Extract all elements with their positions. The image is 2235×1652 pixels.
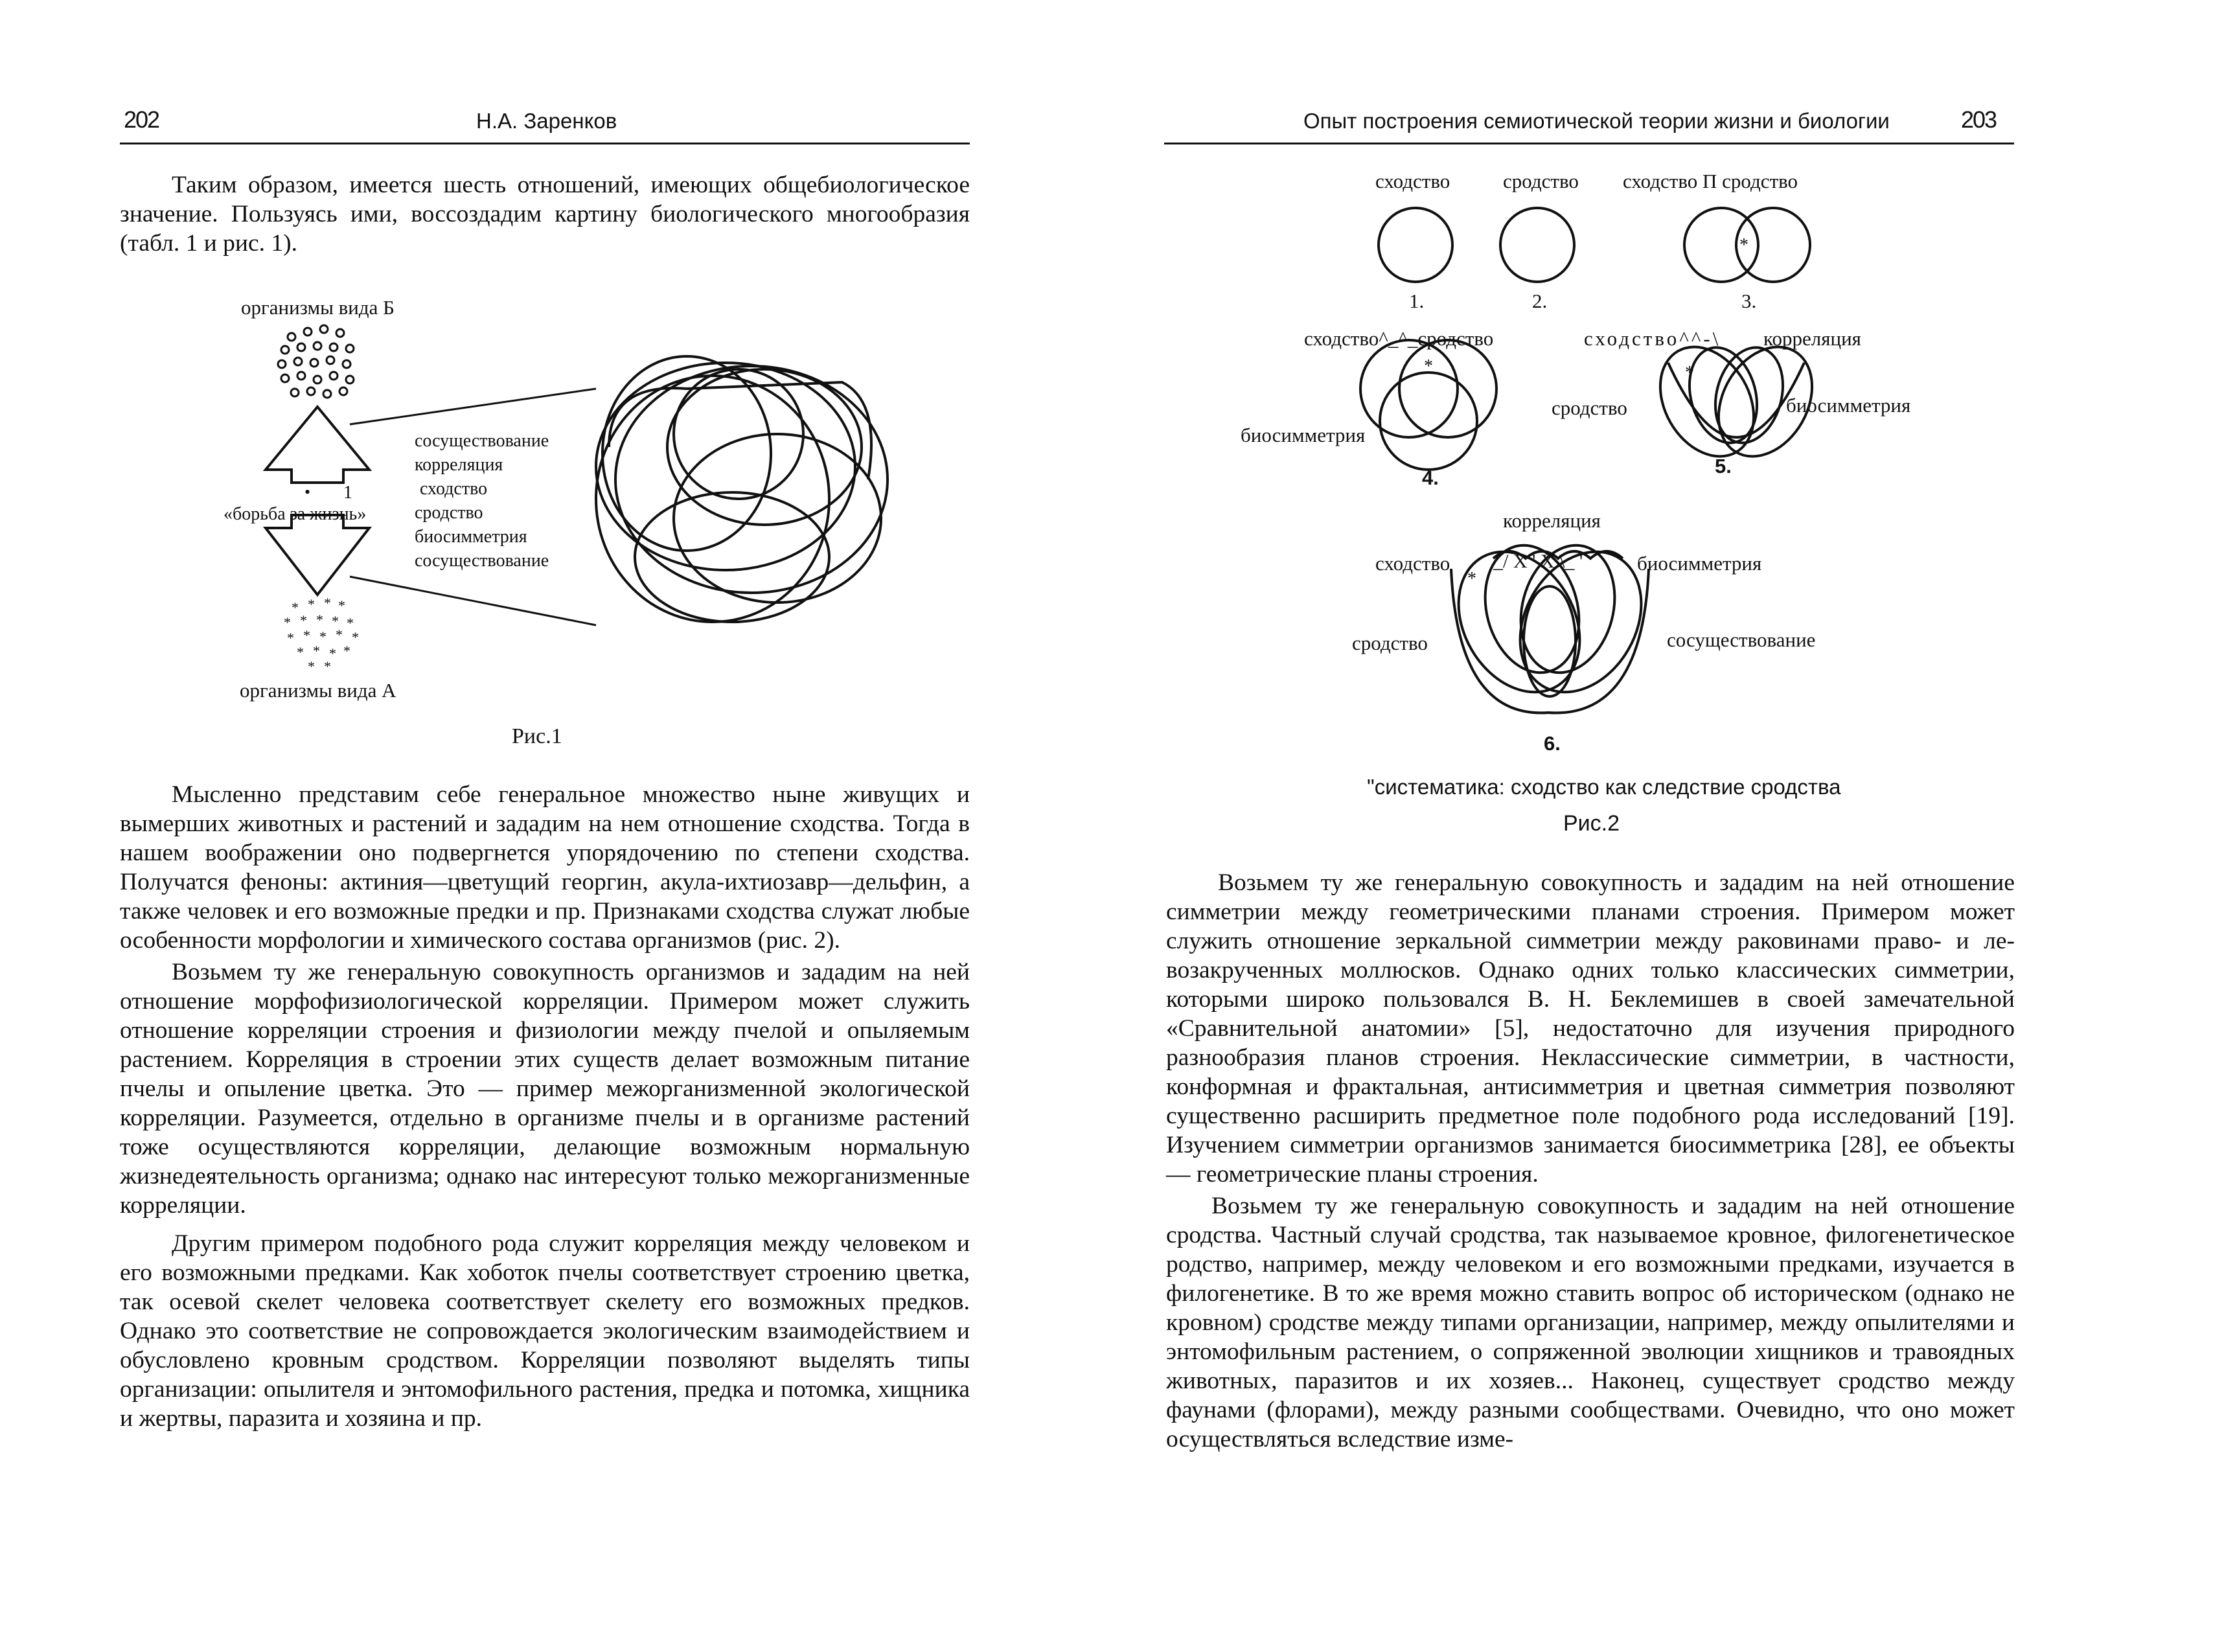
venn-4-top-label: сходство^_^_сродство [1304,327,1494,350]
page-number-right: 203 [1961,106,1997,133]
svg-text:*: * [324,658,331,674]
svg-text:*: * [332,613,339,629]
svg-text:*: * [308,658,315,674]
row1-label-1: сходство [1375,170,1450,192]
svg-text:*: * [287,630,294,646]
figure-2-subcaption: "систематика: сходство как следствие сродства [1367,775,1841,799]
relation-item: сродство [415,503,483,523]
running-title-right: Опыт построения семиотической теории жизни и биологии [1303,109,1890,133]
intro-text [120,170,970,258]
svg-text:*: * [292,599,299,615]
venn-3-star: * [1739,235,1748,255]
paragraph: Другим примером подобного рода служит корреляция между человеком и его возможными предками. Как хоботок пчелы соответствует строению цветка, так осевой скелет человека соответствует скелету его возможных предков. Однако это соответствие не сопровождается экологическим взаимодействием и обусловлено кровным сродством. Корреляции позволяют выделять типы организации: опылителя и энтомофильного растения, предка и потомка, хищника и жертвы, паразита и хозяина и пр. [120,1230,970,1432]
figure-1-caption: Рис.1 [512,724,562,748]
svg-text:*: * [336,626,343,643]
venn-4-number: 4. [1422,466,1439,489]
svg-text:*: * [347,615,354,631]
svg-text:*: * [284,614,291,630]
left-body-text [120,780,970,1433]
venn-3-number: 3. [1741,290,1757,312]
relation-item: корреляция [415,455,503,475]
venn-6-star: * [1467,569,1476,589]
page-number-left: 202 [124,106,159,133]
left-running-head [120,104,970,144]
venn-4-star: * [1424,356,1433,376]
svg-text:*: * [297,644,304,660]
venn-6-number: 6. [1544,732,1561,755]
svg-text:*: * [352,629,359,645]
venn-4-left-label: биосимметрия [1241,424,1366,446]
svg-text:*: * [338,597,345,614]
figure-2-caption: Рис.2 [1563,811,1620,836]
label-species-a: организмы вида А [240,679,396,702]
running-title-left: Н.А. Заренков [476,109,617,133]
relation-item: сходство [420,479,488,499]
species-b-dots [278,325,354,398]
relation-item: сосуществование [415,431,549,451]
svg-text:*: * [324,595,331,611]
paragraph: Возьмем ту же генеральную совокупность организмов и зададим на ней отношение морфофизиологической корреляции. Примером может служить отношение корреляции строения и физиологии между пчелой и опыляемым растением. Корреляция в строении этих существ делает возможным питание пчелы и опыление цветка. Это — пример межорганизменной экологической корреляции. Разумеется, отдельно в организме пчелы и в организме растений тоже осуществляются корреляции, делающие возможным нормальную жизнедеятельность организма; однако нас интересуют только межорганизменные корреляции. [120,959,970,1219]
paragraph: Таким образом, имеется шесть отношений, имеющих общебиологическое значение. Пользуясь ими, воссоздадим картину биологического многообразия (табл. 1 и рис. 1). [120,172,970,257]
label-species-b: организмы вида Б [241,296,395,319]
row1-label-2: сродство [1503,170,1579,192]
venn-2-circle [1500,208,1574,282]
venn-2-number: 2. [1532,290,1548,312]
svg-text:*: * [329,645,336,661]
arrow-mark-dot: • [304,483,311,501]
right-body-text [1166,868,2015,1454]
paragraph: Мысленно представим себе генеральное множество ныне живущих и вымерших животных и растений и зададим на нем отношение сходства. Тогда в нашем воображении оно подвергнется упорядочению по степени сходства. Получатся феноны: актиния—цветущий георгин, акула-ихтиозавр—дельфин, а также человек и его возможные предки и пр. Признаками сходства служат любые особенности морфологии и химического состава организмов (рис. 2). [120,781,970,954]
svg-text:*: * [343,643,350,659]
svg-text:*: * [300,612,307,628]
venn-1-number: 1. [1409,290,1425,312]
venn-5-left-label: сродство [1552,396,1627,419]
paragraph: Возьмем ту же генеральную совокупность и зададим на ней отношение симметрии между геометрическими планами строения. Примером может служить отношение зеркальной симметрии между раковинами право- и левозакрученных моллюсков. Однако одних только классических симметрии, которыми широко пользовался В. Н. Беклемишев в своей замечательной «Сравнительной анатомии» [5], недостаточно для изучения природного разнообразия планов строения. Неклассические симметрии, в частности, конформная и фрактальная, антисимметрия и цветная симметрия позволяют существенно расширить предметное поле подобного рода исследований [19]. Изучением симметрии организмов занимается биосимметрика [28], ее объекты — геометрические планы строения. [1166,869,2015,1187]
relations-venn-big [596,356,888,622]
svg-text:*: * [319,628,327,645]
paragraph: Возьмем ту же генеральную совокупность и зададим на ней отношение сродства. Частный случай сродства, так называемое кровное, филогенетическое родство, например, между человеком и его возможными предками, изучается в филогенетике. В то же время можно ставить вопрос об историческом (однако не кровном) сродстве между типами организации, например, между опылителями и энтомофильным растением, о сопряженной эволюции хищников и травоядных животных, паразитов и их хозяев... Наконец, существует сродство между фаунами (флорами), между разными сообществами. Очевидно, что оно может осуществляться вследствие изме- [1166,1193,2015,1452]
right-page [1118,0,2235,1652]
up-arrow [266,407,369,483]
venn-6-left-bottom-label: сродство [1352,632,1428,654]
svg-text:*: * [316,612,323,628]
venn-6-left-top-label: сходство [1375,552,1450,575]
venn-5-top-left-label: сходство^^-\ [1584,327,1721,350]
row1-label-3: сходство П сродство [1623,170,1798,192]
venn-5-top-right-label: корреляция [1763,327,1861,350]
svg-text:*: * [313,643,320,659]
svg-text:*: * [303,627,310,643]
venn-6-top-label: корреляция [1503,509,1601,532]
relations-list [415,429,549,573]
venn-6-right-top-label: биосимметрия [1637,552,1762,575]
venn-5-star: * [1685,363,1694,383]
species-a-stars [284,595,359,674]
venn-5-right-label: биосимметрия [1786,394,1911,417]
relation-item: биосимметрия [415,527,527,547]
svg-text:*: * [308,596,315,612]
venn-5-number: 5. [1715,455,1732,477]
label-struggle: «борьба за жизнь» [224,504,367,524]
venn-6-right-bottom-label: сосуществование [1667,628,1816,651]
venn-1-circle [1379,208,1452,282]
arrow-mark-one: 1 [343,483,352,503]
down-arrow [266,515,369,595]
venn-6-marks: _/ X ' X \_ ' [1493,551,1583,572]
relation-item: сосуществование [415,551,549,571]
